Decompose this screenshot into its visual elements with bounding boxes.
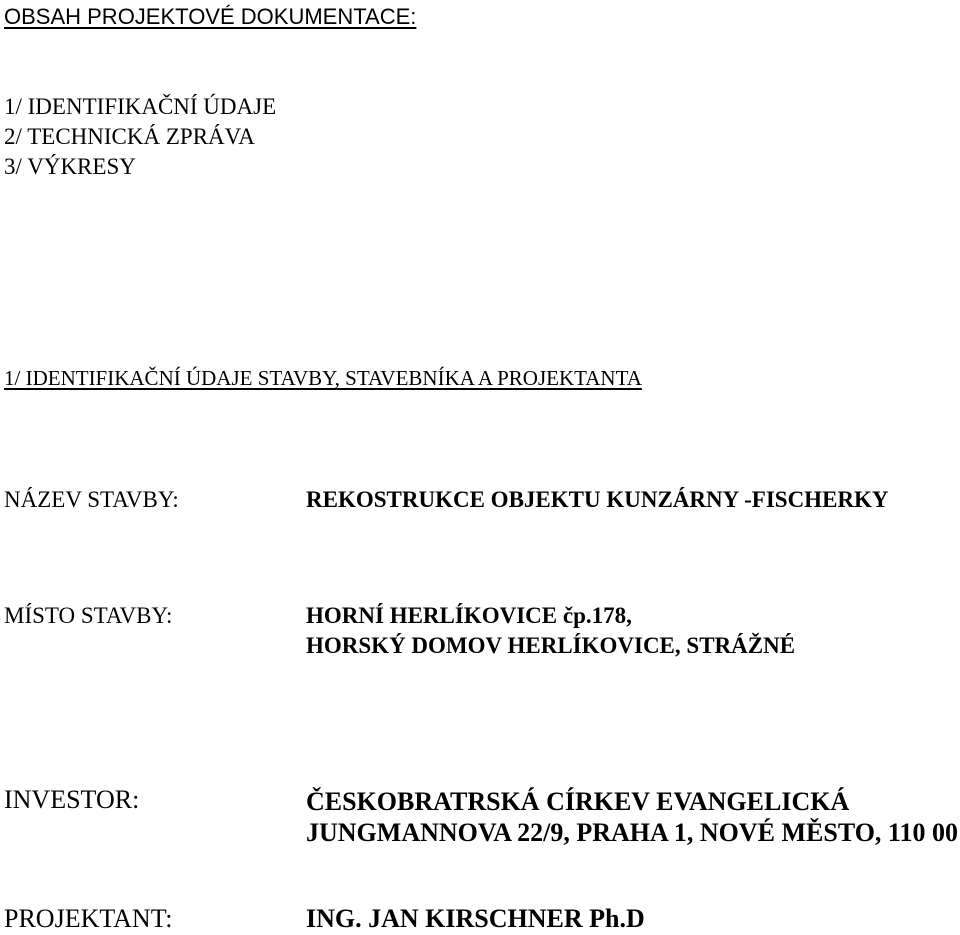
investor-label: INVESTOR: xyxy=(4,785,140,814)
building-location-line-1: HORNÍ HERLÍKOVICE čp.178, xyxy=(306,603,632,628)
investor-value xyxy=(306,786,958,848)
designer-label: PROJEKTANT: xyxy=(4,904,173,933)
building-location-line-2: HORSKÝ DOMOV HERLÍKOVICE, STRÁŽNÉ xyxy=(306,633,796,658)
document-heading: OBSAH PROJEKTOVÉ DOKUMENTACE: xyxy=(4,4,417,29)
contents-item-technical-report: 2/ TECHNICKÁ ZPRÁVA xyxy=(4,124,255,149)
section-title: 1/ IDENTIFIKAČNÍ ÚDAJE STAVBY, STAVEBNÍKA A PROJEKTANTA xyxy=(4,366,642,390)
contents-list xyxy=(4,92,276,182)
building-name-label: NÁZEV STAVBY: xyxy=(4,487,179,512)
building-location-value xyxy=(306,601,795,661)
building-name-value xyxy=(306,485,889,515)
investor-line-2: JUNGMANNOVA 22/9, PRAHA 1, NOVÉ MĚSTO, 110 00 xyxy=(306,818,958,847)
building-name-line-1: REKOSTRUKCE OBJEKTU KUNZÁRNY -FISCHERKY xyxy=(306,487,889,512)
investor-line-1: ČESKOBRATRSKÁ CÍRKEV EVANGELICKÁ xyxy=(306,787,850,816)
designer-value xyxy=(306,904,645,934)
contents-item-drawings: 3/ VÝKRESY xyxy=(4,154,136,179)
building-location-label: MÍSTO STAVBY: xyxy=(4,603,173,628)
contents-item-identification: 1/ IDENTIFIKAČNÍ ÚDAJE xyxy=(4,94,277,119)
designer-line-1: ING. JAN KIRSCHNER Ph.D xyxy=(306,904,645,933)
